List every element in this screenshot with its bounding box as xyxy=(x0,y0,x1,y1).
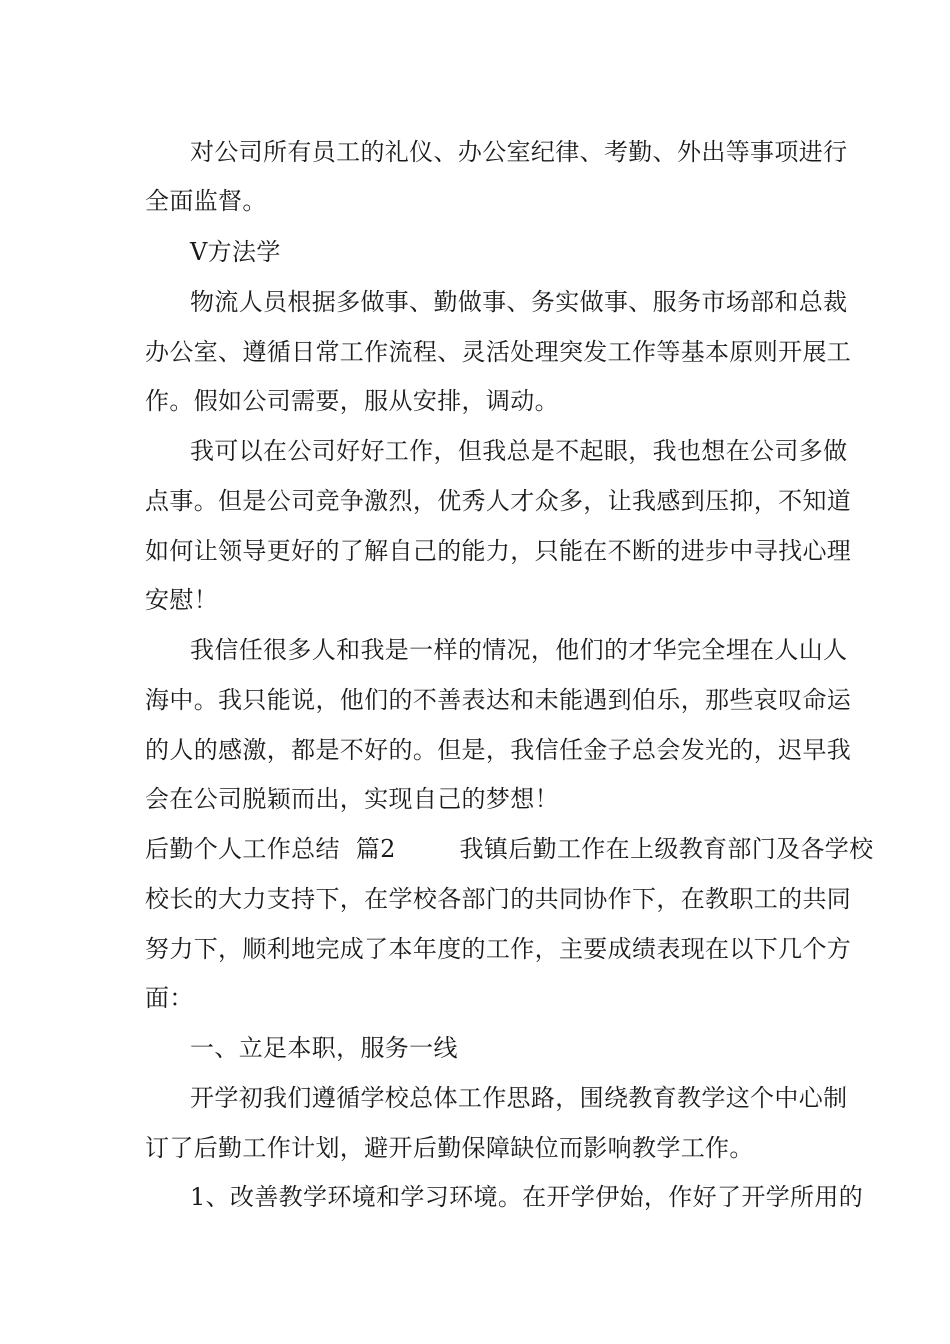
section-title-line: 后勤个人工作总结 篇2 我镇后勤工作在上级教育部门及各学校 xyxy=(145,835,874,863)
text-line: 物流人员根据多做事、勤做事、务实做事、服务市场部和总裁 xyxy=(190,288,848,316)
text-line: 努力下，顺利地完成了本年度的工作，主要成绩表现在以下几个方 xyxy=(145,935,852,963)
text-line: 海中。我只能说，他们的不善表达和未能遇到伯乐，那些哀叹命运 xyxy=(145,686,852,714)
text-line: 办公室、遵循日常工作流程、灵活处理突发工作等基本原则开展工 xyxy=(145,338,852,366)
text-line: 校长的大力支持下，在学校各部门的共同协作下，在教职工的共同 xyxy=(145,885,852,913)
section-heading: 一、立足本职，服务一线 xyxy=(190,1034,458,1062)
section-heading: V方法学 xyxy=(190,238,281,266)
text-line: 我可以在公司好好工作，但我总是不起眼，我也想在公司多做 xyxy=(190,437,848,465)
text-line: 如何让领导更好的了解自己的能力，只能在不断的进步中寻找心理 xyxy=(145,537,852,565)
text-line: 订了后勤工作计划，避开后勤保障缺位而影响教学工作。 xyxy=(145,1134,754,1162)
text-line: 安慰！ xyxy=(145,586,219,614)
text-line: 开学初我们遵循学校总体工作思路，围绕教育教学这个中心制 xyxy=(190,1084,848,1112)
text-line: 点事。但是公司竞争激烈，优秀人才众多，让我感到压抑，不知道 xyxy=(145,487,852,515)
text-line: 对公司所有员工的礼仪、办公室纪律、考勤、外出等事项进行 xyxy=(190,138,848,166)
text-line: 1、改善教学环境和学习环境。在开学伊始，作好了开学所用的 xyxy=(190,1183,864,1211)
text-line: 面： xyxy=(145,984,194,1012)
text-line: 作。假如公司需要，服从安排，调动。 xyxy=(145,387,559,415)
text-line: 会在公司脱颖而出，实现自己的梦想！ xyxy=(145,785,559,813)
text-line: 全面监督。 xyxy=(145,187,267,215)
text-line: 我信任很多人和我是一样的情况，他们的才华完全埋在人山人 xyxy=(190,636,848,664)
text-line: 的人的感激，都是不好的。但是，我信任金子总会发光的，迟早我 xyxy=(145,736,852,764)
